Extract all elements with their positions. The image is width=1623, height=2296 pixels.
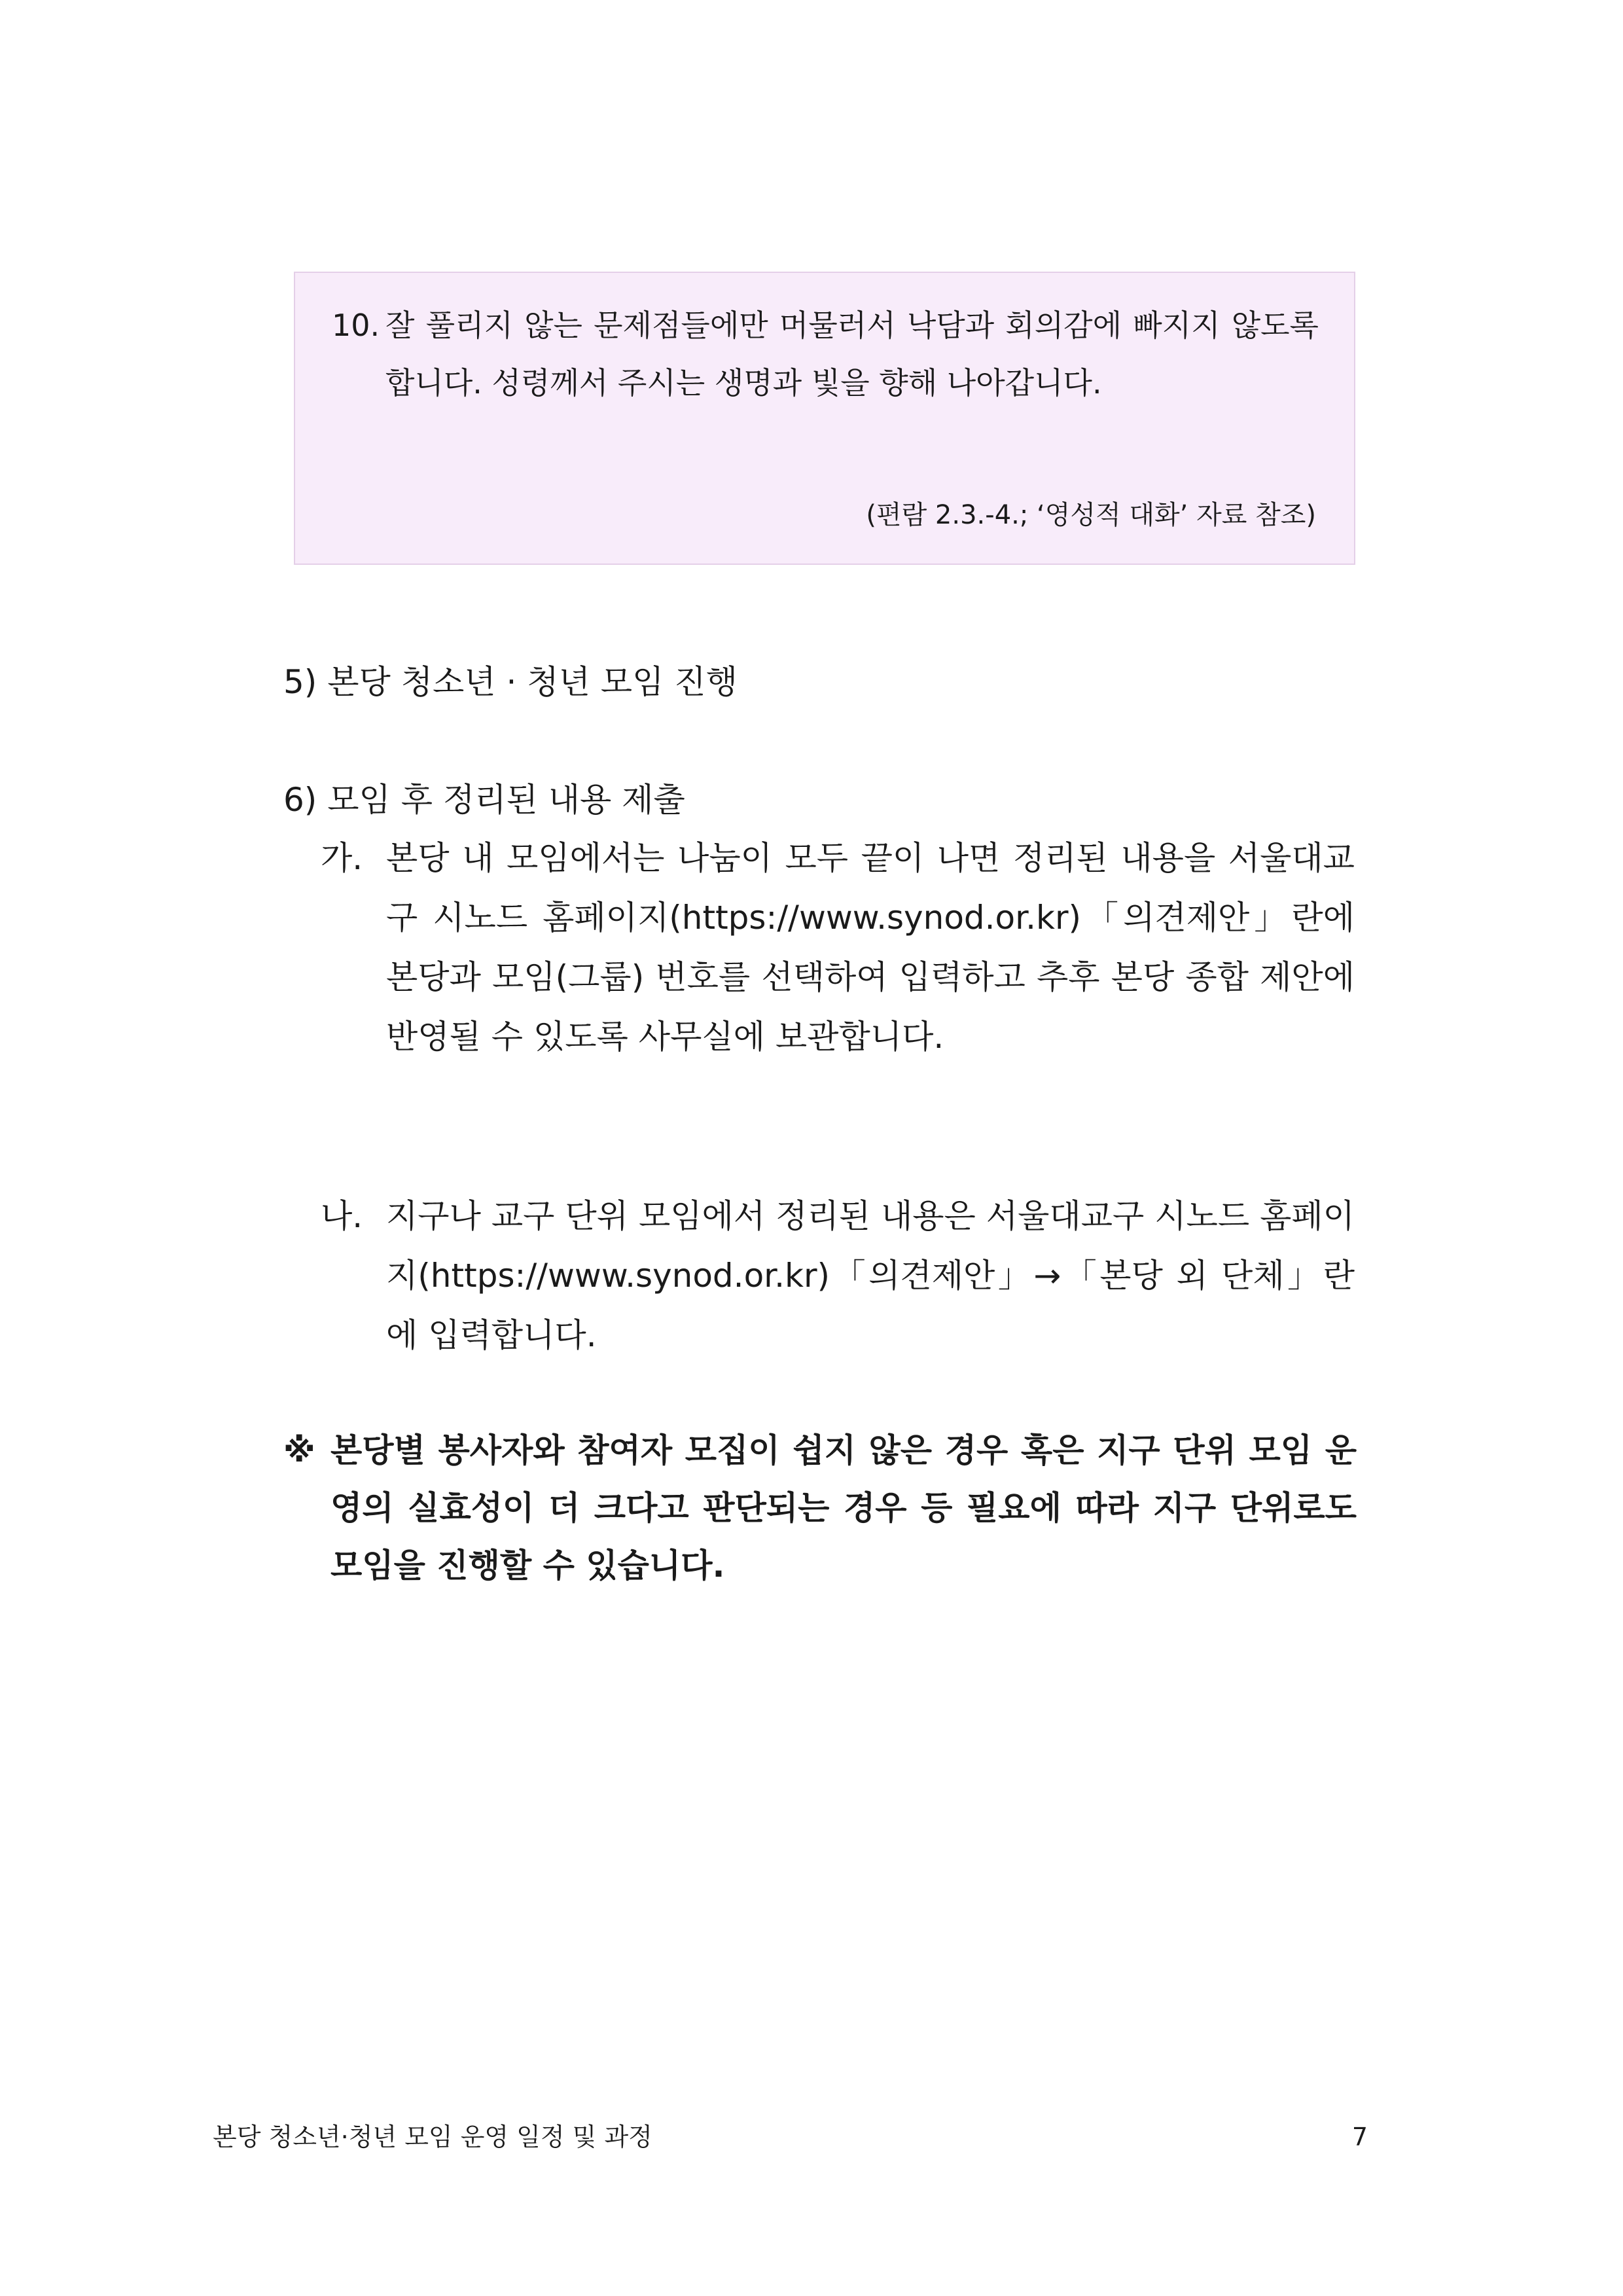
sub-item-text: 지구나 교구 단위 모임에서 정리된 내용은 서울대교구 시노드 홈페이지(https://www.synod.or.kr)「의견제안」→「본당 외 단체」란에 입력합니다.	[386, 1197, 1355, 1354]
footer-page-number: 7	[1351, 2123, 1368, 2151]
callout-item-number: 10.	[332, 308, 380, 343]
note-text: 본당별 봉사자와 참여자 모집이 쉽지 않은 경우 혹은 지구 단위 모임 운영의 실효성이 더 크다고 판단되는 경우 등 필요에 따라 지구 단위로도 모임을 진행할 수 있습니다.	[330, 1431, 1357, 1585]
sub-item-na	[321, 1187, 1355, 1365]
sub-item-ga	[321, 829, 1355, 1067]
section-6-heading: 6) 모임 후 정리된 내용 제출	[283, 781, 685, 819]
section-5-heading: 5) 본당 청소년 · 청년 모임 진행	[283, 663, 738, 701]
bold-note	[283, 1422, 1357, 1594]
footer-document-title: 본당 청소년·청년 모임 운영 일정 및 과정	[213, 2123, 652, 2151]
sub-item-marker: 가.	[321, 839, 363, 877]
reference-callout-box	[294, 272, 1355, 565]
callout-reference: (편람 2.3.-4.; ‘영성적 대화’ 자료 참조)	[866, 500, 1316, 530]
callout-list-item	[332, 296, 1319, 412]
sub-item-text: 본당 내 모임에서는 나눔이 모두 끝이 나면 정리된 내용을 서울대교구 시노드 홈페이지(https://www.synod.or.kr)「의견제안」란에 본당과 모임(그룹) 번호를 선택하여 입력하고 추후 본당 종합 제안에 반영될 수 있도록 사무실에 보관합니다.	[386, 839, 1355, 1056]
note-reference-mark: ※	[283, 1431, 315, 1469]
callout-item-text: 잘 풀리지 않는 문제점들에만 머물러서 낙담과 회의감에 빠지지 않도록 합니다. 성령께서 주시는 생명과 빛을 향해 나아갑니다.	[385, 308, 1319, 401]
sub-item-marker: 나.	[321, 1197, 363, 1235]
